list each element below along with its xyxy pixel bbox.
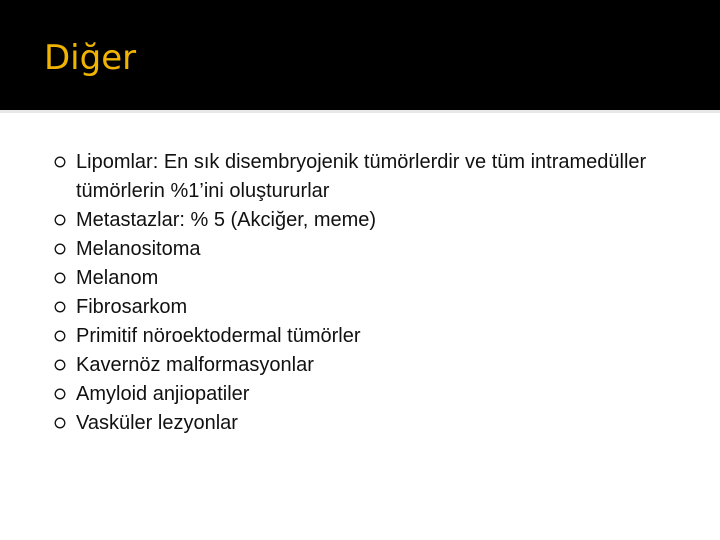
- slide-title: Diğer: [44, 38, 137, 78]
- circle-outline-icon: [54, 417, 66, 429]
- circle-outline-icon: [54, 272, 66, 284]
- list-item: [54, 322, 694, 351]
- bullet-list: [54, 148, 694, 438]
- list-item: [54, 293, 694, 322]
- circle-outline-icon: [54, 243, 66, 255]
- header-divider: [0, 110, 720, 113]
- circle-outline-icon: [54, 359, 66, 371]
- list-item: [54, 148, 694, 206]
- bullet-text: Kavernöz malformasyonlar: [76, 354, 314, 376]
- bullet-text: Lipomlar: En sık disembryojenik tümörlerdir ve tüm intramedüller tümörlerin %1’ini oluştururlar: [76, 151, 647, 202]
- bullet-text: Amyloid anjiopatiler: [76, 383, 250, 405]
- bullet-text: Melanositoma: [76, 238, 201, 260]
- bullet-text: Vasküler lezyonlar: [76, 412, 238, 434]
- slide-header: [0, 0, 720, 110]
- circle-outline-icon: [54, 214, 66, 226]
- list-item: [54, 380, 694, 409]
- bullet-text: Primitif nöroektodermal tümörler: [76, 325, 361, 347]
- list-item: [54, 235, 694, 264]
- bullet-text: Fibrosarkom: [76, 296, 188, 318]
- list-item: [54, 409, 694, 438]
- list-item: [54, 206, 694, 235]
- bullet-text: Melanom: [76, 267, 159, 289]
- list-item: [54, 264, 694, 293]
- circle-outline-icon: [54, 330, 66, 342]
- bullet-text: Metastazlar: % 5 (Akciğer, meme): [76, 209, 377, 231]
- list-item: [54, 351, 694, 380]
- circle-outline-icon: [54, 388, 66, 400]
- circle-outline-icon: [54, 301, 66, 313]
- circle-outline-icon: [54, 156, 66, 168]
